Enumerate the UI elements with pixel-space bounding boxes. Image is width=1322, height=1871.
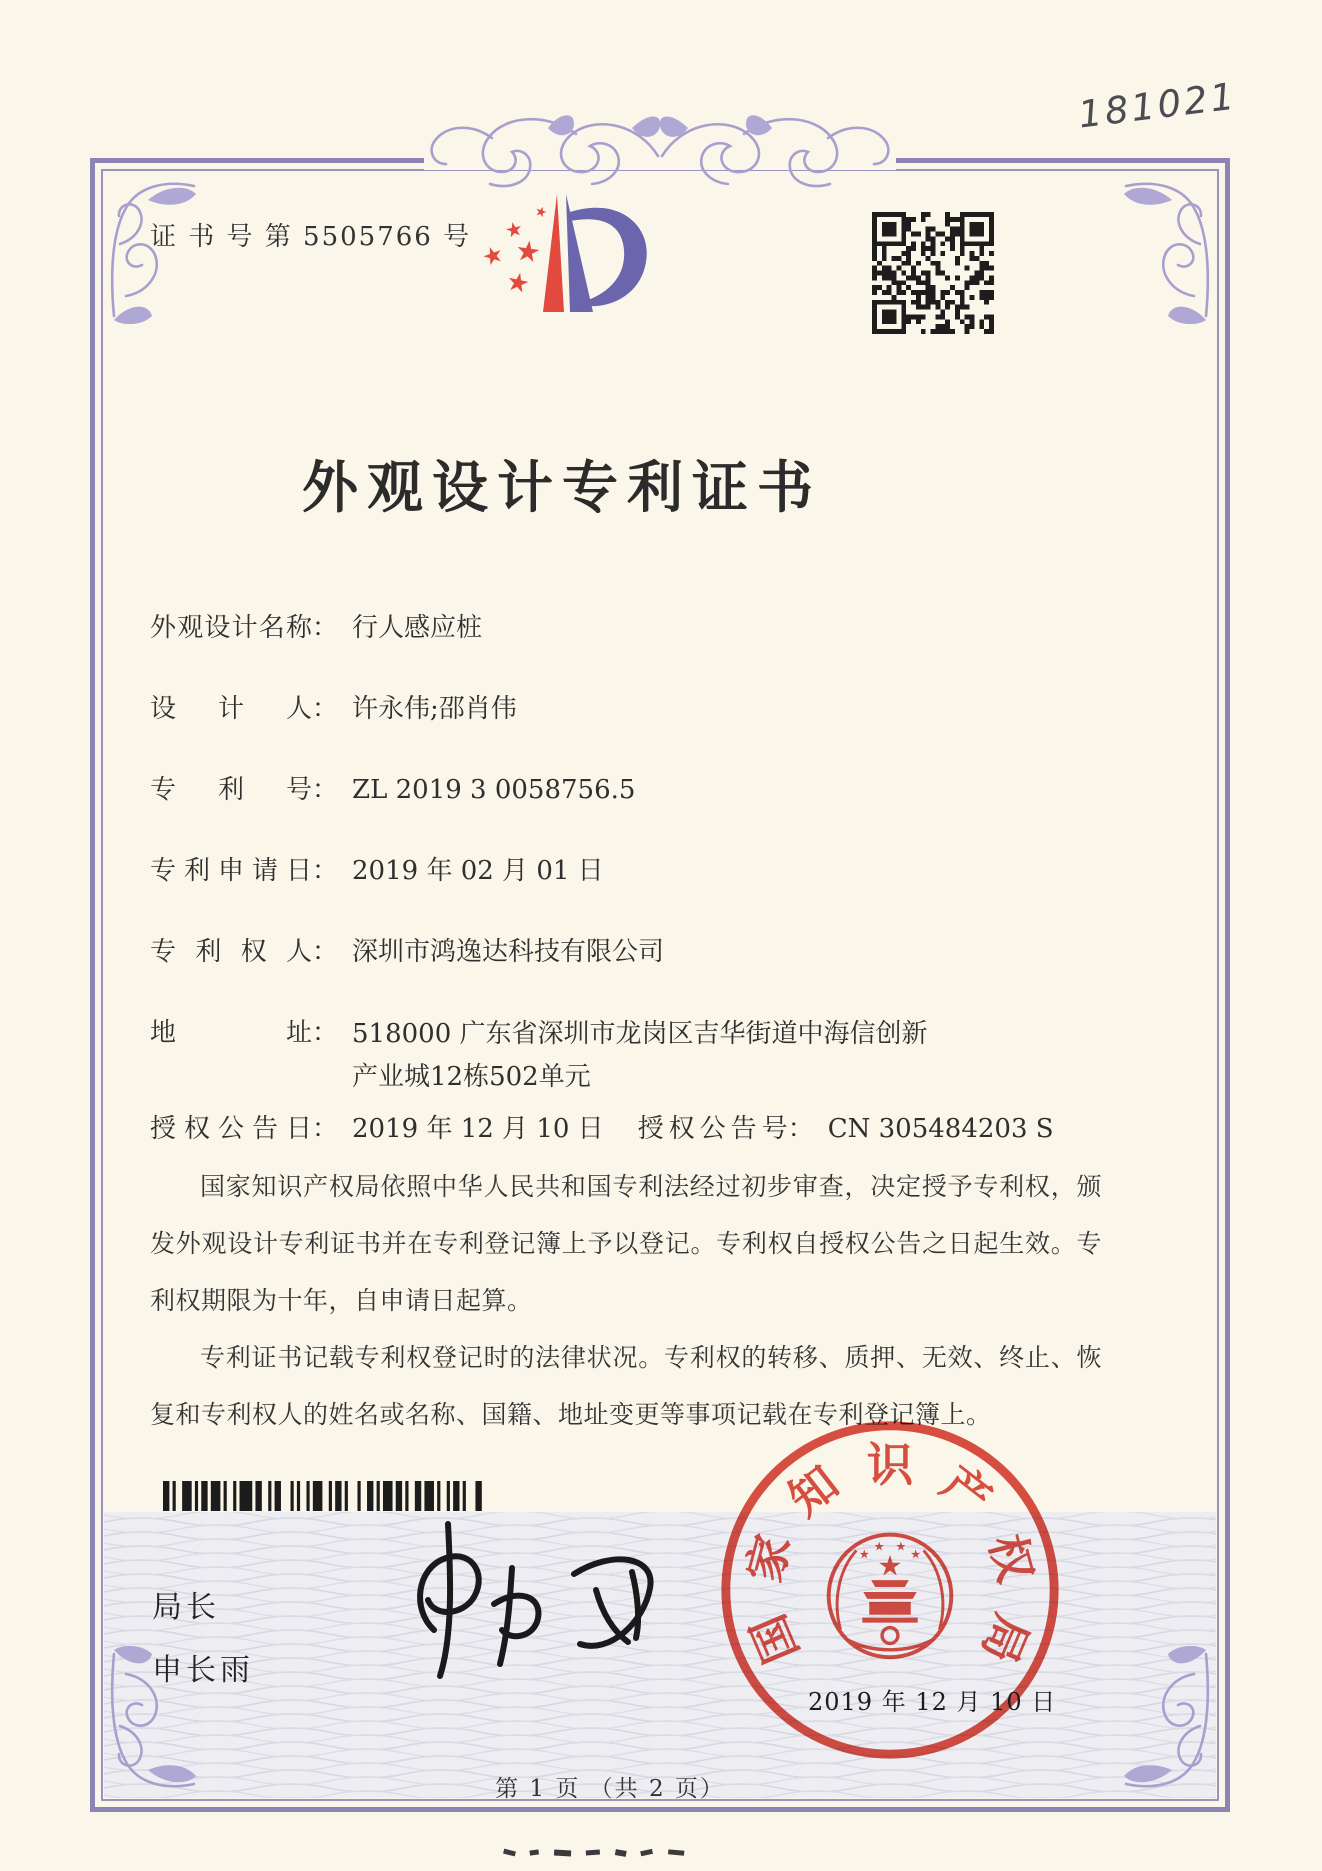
legal-paragraph-1: 国家知识产权局依照中华人民共和国专利法经过初步审查，决定授予专利权，颁发外观设计专利证书并在专利登记簿上予以登记。专利权自授权公告之日起生效。专利权期限为十年，自申请日起算。: [150, 1172, 1102, 1315]
svg-text:产: 产: [931, 1454, 1002, 1527]
field-label: 地址: [150, 1018, 312, 1048]
svg-text:国: 国: [740, 1606, 809, 1672]
field-value: ZL 2019 3 0058756.5: [352, 775, 636, 805]
field-label: 专利权人: [150, 937, 312, 967]
field-grant-row: [150, 1109, 1100, 1149]
field-value: 许永伟;邵肖伟: [352, 694, 517, 724]
field-designer: 设计人 ： 许永伟;邵肖伟: [150, 689, 1100, 729]
field-label: 设计人: [150, 694, 312, 724]
director-signature-icon: [382, 1512, 672, 1687]
director-name: 申长雨: [152, 1653, 254, 1688]
cutoff-text-fragments: [503, 1850, 684, 1859]
certificate-number: 证 书 号 第 5505766 号: [150, 222, 472, 252]
field-label: 专利申请日: [150, 856, 312, 886]
corner-ornament-top-right: [1064, 174, 1214, 324]
field-value: 深圳市鸿逸达科技有限公司: [352, 937, 665, 967]
handwritten-note: 181021: [1075, 74, 1240, 137]
field-patent-number: 专利号 ： ZL 2019 3 0058756.5: [150, 770, 1100, 810]
field-address: 地址 ： 518000 广东省深圳市龙岗区吉华街道中海信创新产业城12栋502单元: [150, 1013, 1100, 1099]
director-block: [152, 1576, 254, 1702]
field-value: 518000 广东省深圳市龙岗区吉华街道中海信创新产业城12栋502单元: [352, 1019, 928, 1092]
field-label: 外观设计名称: [150, 613, 312, 643]
field-value: 行人感应桩: [352, 613, 483, 643]
grant-date: 授权公告日 ： 2019 年 12 月 10 日: [150, 1114, 604, 1144]
qr-code-icon: [872, 212, 994, 334]
legal-text: [150, 1158, 1102, 1443]
field-application-date: 专利申请日 ： 2019 年 02 月 01 日: [150, 851, 1100, 891]
svg-text:识: 识: [866, 1436, 914, 1492]
director-title: 局长: [152, 1590, 220, 1625]
field-value: 2019 年 02 月 01 日: [352, 856, 604, 886]
certificate-title: 外观设计专利证书: [302, 455, 822, 521]
legal-paragraph-2: 专利证书记载专利权登记时的法律状况。专利权的转移、质押、无效、终止、恢复和专利权人的姓名或名称、国籍、地址变更等事项记载在专利登记簿上。: [150, 1343, 1102, 1429]
field-patentee: 专利权人 ： 深圳市鸿逸达科技有限公司: [150, 932, 1100, 972]
grant-number: 授权公告号 ： CN 305484203 S: [637, 1114, 1054, 1144]
cnipa-logo: [462, 188, 654, 348]
certificate-fields: [150, 608, 1100, 1190]
barcode-icon: [163, 1481, 485, 1511]
page-footer: 第 1 页 （共 2 页）: [495, 1776, 725, 1802]
top-flourish-ornament: [400, 94, 920, 202]
field-design-name: 外观设计名称 ： 行人感应桩: [150, 608, 1100, 648]
svg-text:知: 知: [778, 1454, 849, 1527]
svg-text:家: 家: [735, 1528, 801, 1588]
field-label: 专利号: [150, 775, 312, 805]
svg-text:局: 局: [971, 1606, 1040, 1672]
seal-date: 2019 年 12 月 10 日: [808, 1688, 1057, 1716]
svg-text:权: 权: [979, 1528, 1045, 1588]
